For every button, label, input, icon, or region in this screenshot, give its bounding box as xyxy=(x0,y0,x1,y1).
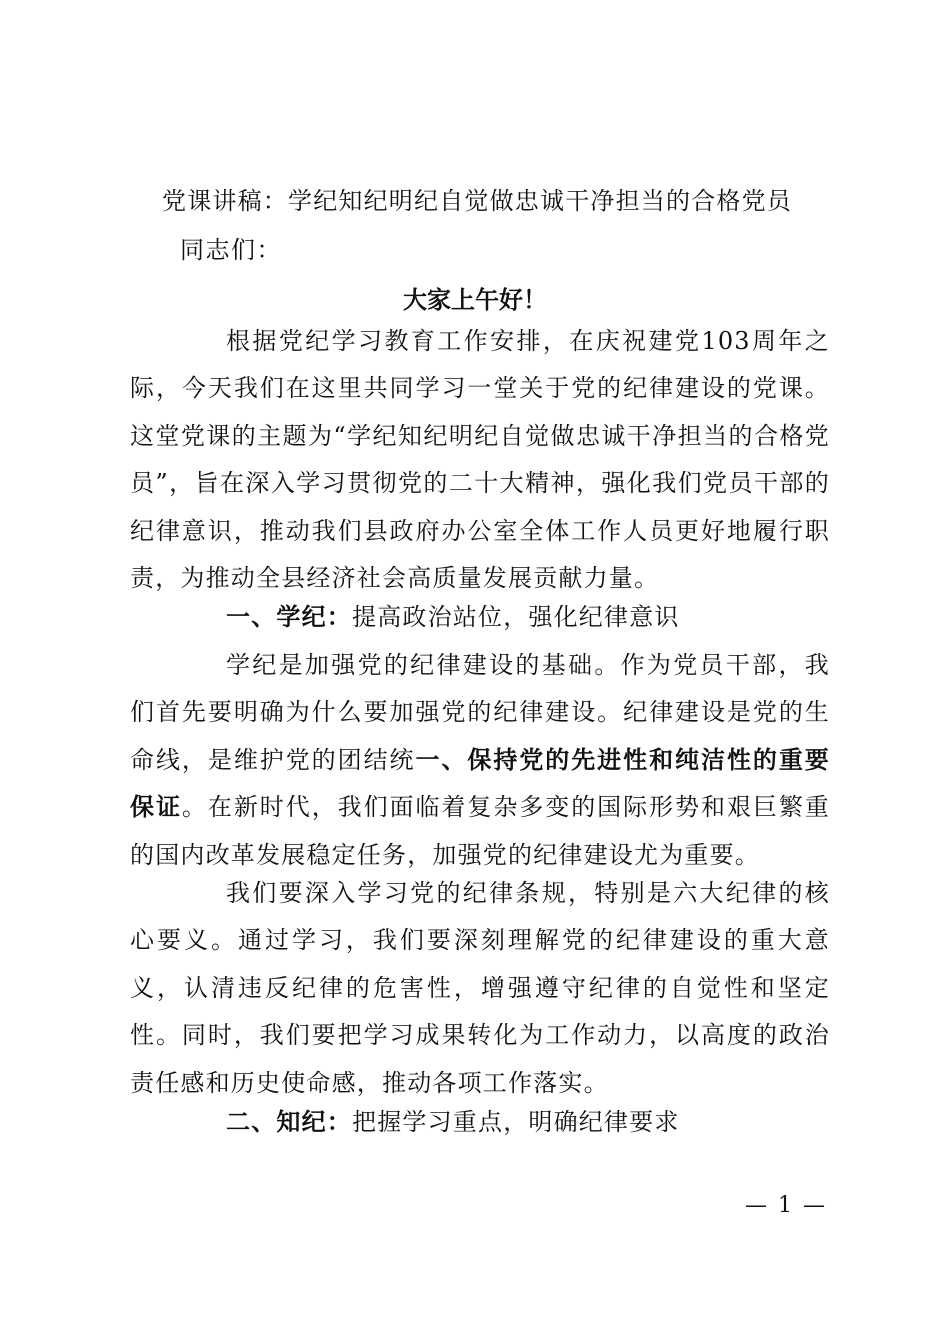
paragraph-2-before: 学纪是加强党的纪律建设的基础。作为党员干部，我们首先要明确为什么要加强党的纪律建设。纪律建设是党的生命线，是维护党的团结统 xyxy=(130,651,830,774)
page-number: — 1 — xyxy=(745,1193,827,1218)
section-heading-2-label: 二、知纪： xyxy=(226,1108,352,1136)
paragraph-discipline-rules: 我们要深入学习党的纪律条规，特别是六大纪律的核心要义。通过学习，我们要深刻理解党的纪律建设的重大意义，认清违反纪律的危害性，增强遵守纪律的自觉性和坚定性。同时，我们要把学习成果转化为工作动力，以高度的政治责任感和历史使命感，推动各项工作落实。 xyxy=(130,879,830,1097)
salutation: 同志们： xyxy=(180,236,282,264)
paragraph-study-discipline xyxy=(130,642,830,879)
section-heading-2-text: 把握学习重点，明确纪律要求 xyxy=(352,1108,680,1136)
document-title: 党课讲稿：学纪知纪明纪自觉做忠诚干净担当的合格党员 xyxy=(162,187,792,215)
section-heading-1-label: 一、学纪： xyxy=(226,603,352,631)
section-heading-2 xyxy=(130,1099,830,1146)
section-heading-1 xyxy=(130,594,830,641)
greeting: 大家上午好！ xyxy=(403,285,547,314)
paragraph-2-after: 。在新时代，我们面临着复杂多变的国际形势和艰巨繁重的国内改革发展稳定任务，加强党的纪律建设尤为重要。 xyxy=(130,793,831,869)
paragraph-intro: 根据党纪学习教育工作安排，在庆祝建党103周年之际，今天我们在这里共同学习一堂关于党的纪律建设的党课。这堂党课的主题为“学纪知纪明纪自觉做忠诚干净担当的合格党员”，旨在深入学习贯彻党的二十大精神，强化我们党员干部的纪律意识，推动我们县政府办公室全体工作人员更好地履行职责，为推动全县经济社会高质量发展贡献力量。 xyxy=(130,327,830,593)
section-heading-1-text: 提高政治站位，强化纪律意识 xyxy=(352,603,680,631)
paragraph-2-emphasis: 一、保持党的先进性和纯洁性的重要保证 xyxy=(130,745,831,822)
